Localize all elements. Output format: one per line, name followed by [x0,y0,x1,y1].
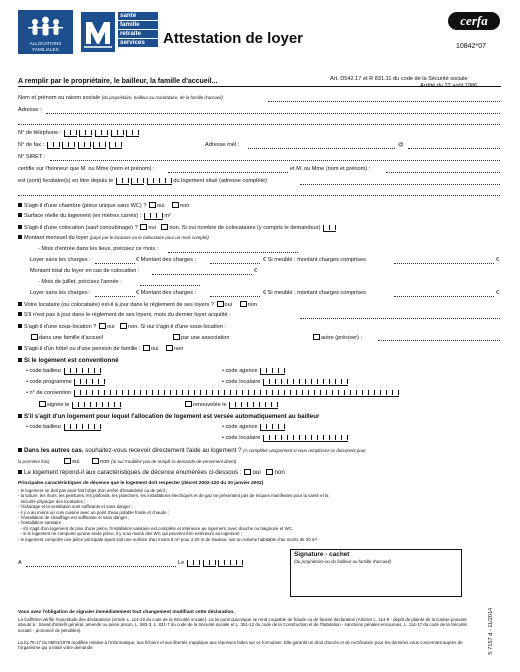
row-chambre [18,202,189,210]
input-meuble-2[interactable] [394,296,494,297]
label-num-convention: • n° de convention [26,390,72,396]
label-est-sont: est (sont) locataire(s) en titre depuis le [18,178,114,184]
row-num-convention [26,390,399,397]
label-oui: oui [157,203,165,209]
hotel-non-checkbox[interactable] [166,345,173,351]
row-autres-cas [18,447,366,454]
date-depuis-month[interactable] [131,178,144,185]
renouvelee-checkbox[interactable] [185,401,192,407]
label-mois-entree: - Mois d'entrée dans les lieux, précisez ce mois : [38,246,159,252]
conv-code-locataire-input[interactable] [263,379,348,386]
cerfa-logo-text: cerfa [460,13,488,28]
msa-line-2: famille [118,21,158,29]
a-jour-oui-checkbox[interactable] [217,301,224,307]
row-renouvelee [184,401,278,409]
label-conv-code-bailleur: • code bailleur [26,368,62,374]
label-montant-total: Montant total du loyer en cas de colocation : [30,268,140,274]
row-conv-code-programme [26,379,105,386]
signee-checkbox[interactable] [39,401,46,407]
label-loyer-charges-2: Loyer sans les charges : [30,290,91,296]
label-pas-a-jour: S'il n'est pas à jour dans le règlement de ses loyers, mois du dernier loyer acquitté : [24,312,231,318]
label-nom-hint: (du propriétaire, bailleur ou mandataire, de la famille d'accueil) [101,95,223,100]
label-montant-charges-2: € Montant des charges : [136,290,197,296]
row-decence [18,469,285,476]
sous-location-oui-checkbox[interactable] [99,323,106,329]
versee-code-bailleur-input[interactable] [64,424,101,431]
label-hotel: S'agit-il d'un hôtel ou d'une pension de famille : [24,346,141,352]
label-montant-hint: (payé par le locataire ou le colocataire pour un mois complet) [89,235,209,240]
label-decence: Le logement répond-il aux caractéristiques de décence énumérées ci-dessous : [24,469,242,476]
input-locataire-1[interactable] [168,172,288,173]
row-tel [18,130,139,137]
date-depuis-year[interactable] [147,178,172,185]
msa-logo [81,12,115,52]
label-signee: signée le [47,402,70,408]
tel-input-4[interactable] [111,130,124,137]
input-loyer-2[interactable] [95,296,135,297]
msa-line-3: retraite [118,30,158,38]
row-versee-code-locataire [222,435,348,442]
label-m2: m² [164,213,171,219]
legal-reference: Art. D542.17 et R 831.11 du code de la Sécurité sociale [330,76,468,82]
fax-input-1[interactable] [47,142,60,149]
decence-non-checkbox[interactable] [266,469,273,475]
label-non: non [180,203,190,209]
signee-date-input[interactable] [72,402,121,409]
input-nom[interactable] [268,101,500,102]
row-versee-code-bailleur [26,424,101,431]
renouvelee-date-input[interactable] [229,402,278,409]
fax-input-2[interactable] [62,142,75,149]
label-versee-code-agence: • code agence [222,424,258,430]
label-siret: N° SIRET : [18,154,46,160]
label-versee-code-locataire: • code locataire [222,435,261,441]
label-sous-non: non. Si oui s'agit-il d'une sous-location : [128,324,226,330]
conventionne-heading: Si le logement est conventionné [24,357,119,364]
label-mois-juillet: - Mois de juillet, précisez l'année : [38,279,122,285]
input-adresse-2[interactable] [18,124,500,125]
colocataires-input[interactable] [323,225,336,232]
row-signee [38,401,121,409]
form-number: 10842*07 [456,43,486,50]
footer-paragraph-2: La loi 78-17 du 06/01/1978 modifiée relative à l'informatique, aux fichiers et aux libertés s'applique aux réponses faites sur ce formulaire. Elle garantit un droit d'accès et de rectification pour les données vous concernant auprès de l'organisme qui a traité votre demande. [18,640,463,651]
association-checkbox[interactable] [173,334,180,340]
label-euro-2: € [496,290,500,296]
principe-line: - si le logement ne comporte qu'une seule pièce, il y a au moins des WC qui peuvent être extérieurs au logement ; [18,531,242,537]
label-euro-total: € [254,268,258,274]
tel-input-5[interactable] [126,130,139,137]
decence-oui-checkbox[interactable] [244,469,251,475]
label-conv-code-agence: • code agence [222,368,258,374]
bullet-icon [18,225,22,229]
label-a: A [18,560,22,566]
label-le: Le [178,560,185,566]
label-adresse: Adresse : [18,107,42,113]
signature-hint: (du propriétaire ou du bailleur ou famille d'accueil) [294,559,391,564]
row-autre [312,334,362,342]
side-reference [487,595,499,655]
tel-input-1[interactable] [64,130,77,137]
row-conventionne-heading [18,357,119,364]
row-colocation [18,224,336,232]
row-surface [18,213,171,220]
input-meuble-1[interactable] [394,263,494,264]
label-coloc-non: non. Si oui nombre de colocataires (y compris le demandeur) [169,225,321,231]
input-loyer-1[interactable] [95,263,135,264]
colocation-oui-checkbox[interactable] [140,224,147,230]
principe-line: - la toiture, les murs, les peintures, les plafonds, les planchers, les installations électriques et de gaz ne présentent pas de risques manifestes pour la santé et la [18,493,329,499]
label-non: non [174,346,184,352]
signature-box[interactable] [290,549,462,597]
signature-date-row [186,560,243,567]
versee-heading: S'il s'agit d'un logement pour lequel l'allocation de logement est versée automatiquement au bailleur [24,413,320,420]
tel-input-3[interactable] [95,130,108,137]
surface-input[interactable] [144,213,163,220]
msa-services [118,12,158,47]
principes-list [18,488,500,542]
msa-logo-mark [81,12,115,52]
input-autre[interactable] [378,340,500,341]
input-mel-user[interactable] [248,148,395,149]
date-depuis-day[interactable] [116,178,129,185]
label-non: non [100,459,110,465]
label-non: non [247,302,257,308]
label-tel: N° de téléphone : [18,130,62,136]
label-nom: Nom et prénom ou raison sociale [18,95,101,101]
label-chambre: S'agit-il d'une chambre (pièce unique sans WC) ? [24,203,147,209]
label-mel: Adresse mél : [205,142,240,148]
conv-code-programme-input[interactable] [74,379,105,386]
bullet-icon [18,302,22,306]
colocation-non-checkbox[interactable] [161,224,168,230]
cerfa-logo [448,12,500,30]
row-versee-heading [18,413,319,420]
input-mel-domain[interactable] [408,148,500,149]
signature-date-day[interactable] [187,560,200,567]
label-logement-situe: du logement situé (adresse complète) [173,178,267,184]
fax-input-3[interactable] [78,142,91,149]
label-euro-1: € [496,257,500,263]
autres-cas-hint-2: la première fois) [18,459,50,464]
bullet-icon [18,235,22,239]
autres-cas-hint: (A compléter uniquement si vous remplissez ce document pour [243,448,366,453]
row-conv-code-bailleur [26,368,101,375]
principe-line: - l'installation sanitaire : [18,520,64,526]
label-renouvelee: renouvelée le [193,402,227,408]
label-certifie: certifie sur l'honneur que M. ou Mme (nom et prénom) : [18,166,155,172]
label-oui: oui [252,469,261,476]
bullet-icon [18,312,22,316]
input-mois-juillet[interactable] [140,285,200,286]
autre-checkbox[interactable] [313,334,320,340]
fax-input-5[interactable] [109,142,122,149]
input-montant-total[interactable] [152,274,252,275]
bullet-icon [18,324,22,328]
principe-line: - l'éclairage et la ventilation sont suffisants et sans danger ; [18,504,133,510]
row-est-sont [18,178,267,185]
num-convention-input[interactable] [74,390,399,397]
page-title: Attestation de loyer [163,30,304,47]
label-oui: oui [148,225,156,231]
signature-date-month[interactable] [203,560,216,567]
hotel-oui-checkbox[interactable] [143,345,150,351]
label-at: @ [398,142,404,148]
label-association: par une association [181,335,230,341]
signature-date-year[interactable] [218,560,243,567]
autres-cas-text: , souhaitez-vous recevoir directement l'aide au logement ? [81,447,242,454]
principe-line: - l'installation de chauffage est suffisante et sans danger ; [18,515,130,521]
arrete-date: Arrêté du 22 août 1986 [420,83,478,89]
caf-logo-text-2: FAMILIALES [32,47,59,52]
intro-rule [18,86,501,87]
label-montant-charges-1: € Montant des charges : [136,257,197,263]
row-fax [18,142,122,149]
row-conv-code-locataire [222,379,348,386]
conv-code-agence-input[interactable] [260,368,285,375]
label-surface: Surface réelle du logement (en mètres carrés) : [24,213,142,219]
input-charges-2[interactable] [210,296,260,297]
row-sous-location-type [30,334,103,342]
footer-paragraph-1: La Caf/MSA vérifie l'exactitude des déclarations (Article L. 114-19 du code de la Sécurité sociale). La loi punit quiconque se rend coupable de fraude ou de fausse déclaration (Articles L. 114-9 - dépôt de plainte de la Caisse pouvant aboutir à : travail d'intérêt général, amende ou peine prison, L. 583-3, L. 831-7 du code de la Sécurité sociale et L. 351-12 du code de la Construction et de l'habitation - sanctions pénales encourues, L. 114-17 du code de la Sécurité sociale - prononcé de pénalités). [18,617,468,633]
row-association [172,334,230,342]
label-meuble-2: € Si meublé : montant charges comprises [263,290,366,296]
input-mois-entree[interactable] [168,252,298,253]
label-non: non [274,469,285,476]
label-oui: oui [72,459,80,465]
row-versee-code-agence [222,424,285,431]
label-sous-location: S'agit-il d'une sous-location ? [24,324,97,330]
bullet-icon [18,346,22,350]
principe-line: - le logement comporte une pièce principale ayant soit une surface d'au moins 9 m² pour 2,20 m de hauteur, soit un volume habitable d'au moins de 20 m³. [18,536,319,542]
famille-accueil-checkbox[interactable] [31,334,38,340]
direct-oui-checkbox[interactable] [64,458,71,464]
bullet-icon [18,203,22,207]
label-autre: autre (préciser) : [321,335,363,341]
label-conv-code-programme: • code programme [26,379,72,385]
principe-line: sécurité physique des locataires ; [18,498,86,504]
input-locataire-2[interactable] [386,172,500,173]
label-colocation: S'agit-il d'une colocation (sauf concubinage) ? [24,225,138,231]
autres-cas-non-hint: (Si oui n'oubliez pas de remplir la demande de versement direct) [110,459,237,464]
caf-logo-text-1: ALLOCATIONS [29,41,62,46]
row-a-jour [18,301,257,309]
fax-input-4[interactable] [93,142,106,149]
row-pas-a-jour [18,312,231,319]
caf-logo [18,10,73,54]
bullet-icon [18,448,22,452]
label-montant: Montant mensuel du loyer [24,235,89,241]
input-siret[interactable] [50,160,500,161]
versee-code-locataire-input[interactable] [263,435,348,442]
label-loyer-charges-1: Loyer sans les charges : [30,257,91,263]
label-meuble-1: € Si meublé : montant charges comprises [263,257,366,263]
label-oui: oui [224,302,233,308]
chambre-non-checkbox[interactable] [172,202,179,208]
signature-title: Signature - cachet [294,551,350,558]
principe-line: - s'il s'agit d'un logement de plus d'une pièce, l'installation sanitaire est complète et intérieure au logement, avec douche ou baignoire et WC, [18,525,294,531]
label-famille-accueil: dans une famille d'accueil [39,335,103,341]
msa-line-4: services [118,39,158,47]
bullet-icon [18,358,22,362]
msa-line-1: santé [118,12,158,20]
input-charges-1[interactable] [210,263,260,264]
caf-family-icon [18,12,73,42]
input-logement-adresse-1[interactable] [300,184,500,185]
label-conv-code-locataire: • code locataire [222,379,261,385]
chambre-oui-checkbox[interactable] [149,202,156,208]
label-a-jour: Votre locataire (ou colocataire) est-il à jour dans le règlement de ses loyers ? [24,302,214,308]
principes-heading: Principales caractéristiques de décence que le logement doit respecter (décret 2002-120 du 30 janvier 2002) [18,481,264,486]
intro-heading: A remplir par le propriétaire, le bailleur, la famille d'accueil... [18,78,218,85]
principe-line: - il y a au moins un coin cuisine avec un point d'eau potable froide et chaude ; [18,509,169,515]
input-lieu[interactable] [26,566,176,567]
autres-cas-bold: Dans les autres cas [24,447,82,454]
row-montant [18,235,209,242]
tel-input-2[interactable] [79,130,92,137]
sous-location-non-checkbox[interactable] [120,323,127,329]
bullet-icon [18,213,22,217]
label-versee-code-bailleur: • code bailleur [26,424,62,430]
row-autres-cas-2 [18,458,236,466]
principe-line: - le logement ne doit pas avoir fait l'objet d'un arrêté d'insalubrité ou de péril ; [18,488,168,493]
conv-code-bailleur-input[interactable] [64,368,101,375]
input-dernier-loyer[interactable] [300,318,500,319]
input-logement-adresse-2[interactable] [18,195,500,196]
versee-code-agence-input[interactable] [260,424,285,431]
bullet-icon [18,470,22,474]
label-oui: oui [150,346,159,352]
a-jour-non-checkbox[interactable] [240,301,247,307]
label-et: et M. ou Mme (nom et prénom) : [290,166,371,172]
side-reference-text: S 7157 d - 11/2014 [488,607,494,655]
row-nom [18,95,223,102]
row-conv-code-agence [222,368,285,375]
bullet-icon [18,414,22,418]
direct-non-checkbox[interactable] [92,458,99,464]
row-hotel [18,345,183,353]
label-oui: oui [106,324,115,330]
row-sous-location [18,323,226,331]
input-adresse-1[interactable] [46,113,500,114]
footer-heading: Vous avez l'obligation de signaler immédiatement tout changement modifiant cette déclaration. [18,610,235,615]
label-fax: N° de fax : [18,142,45,148]
